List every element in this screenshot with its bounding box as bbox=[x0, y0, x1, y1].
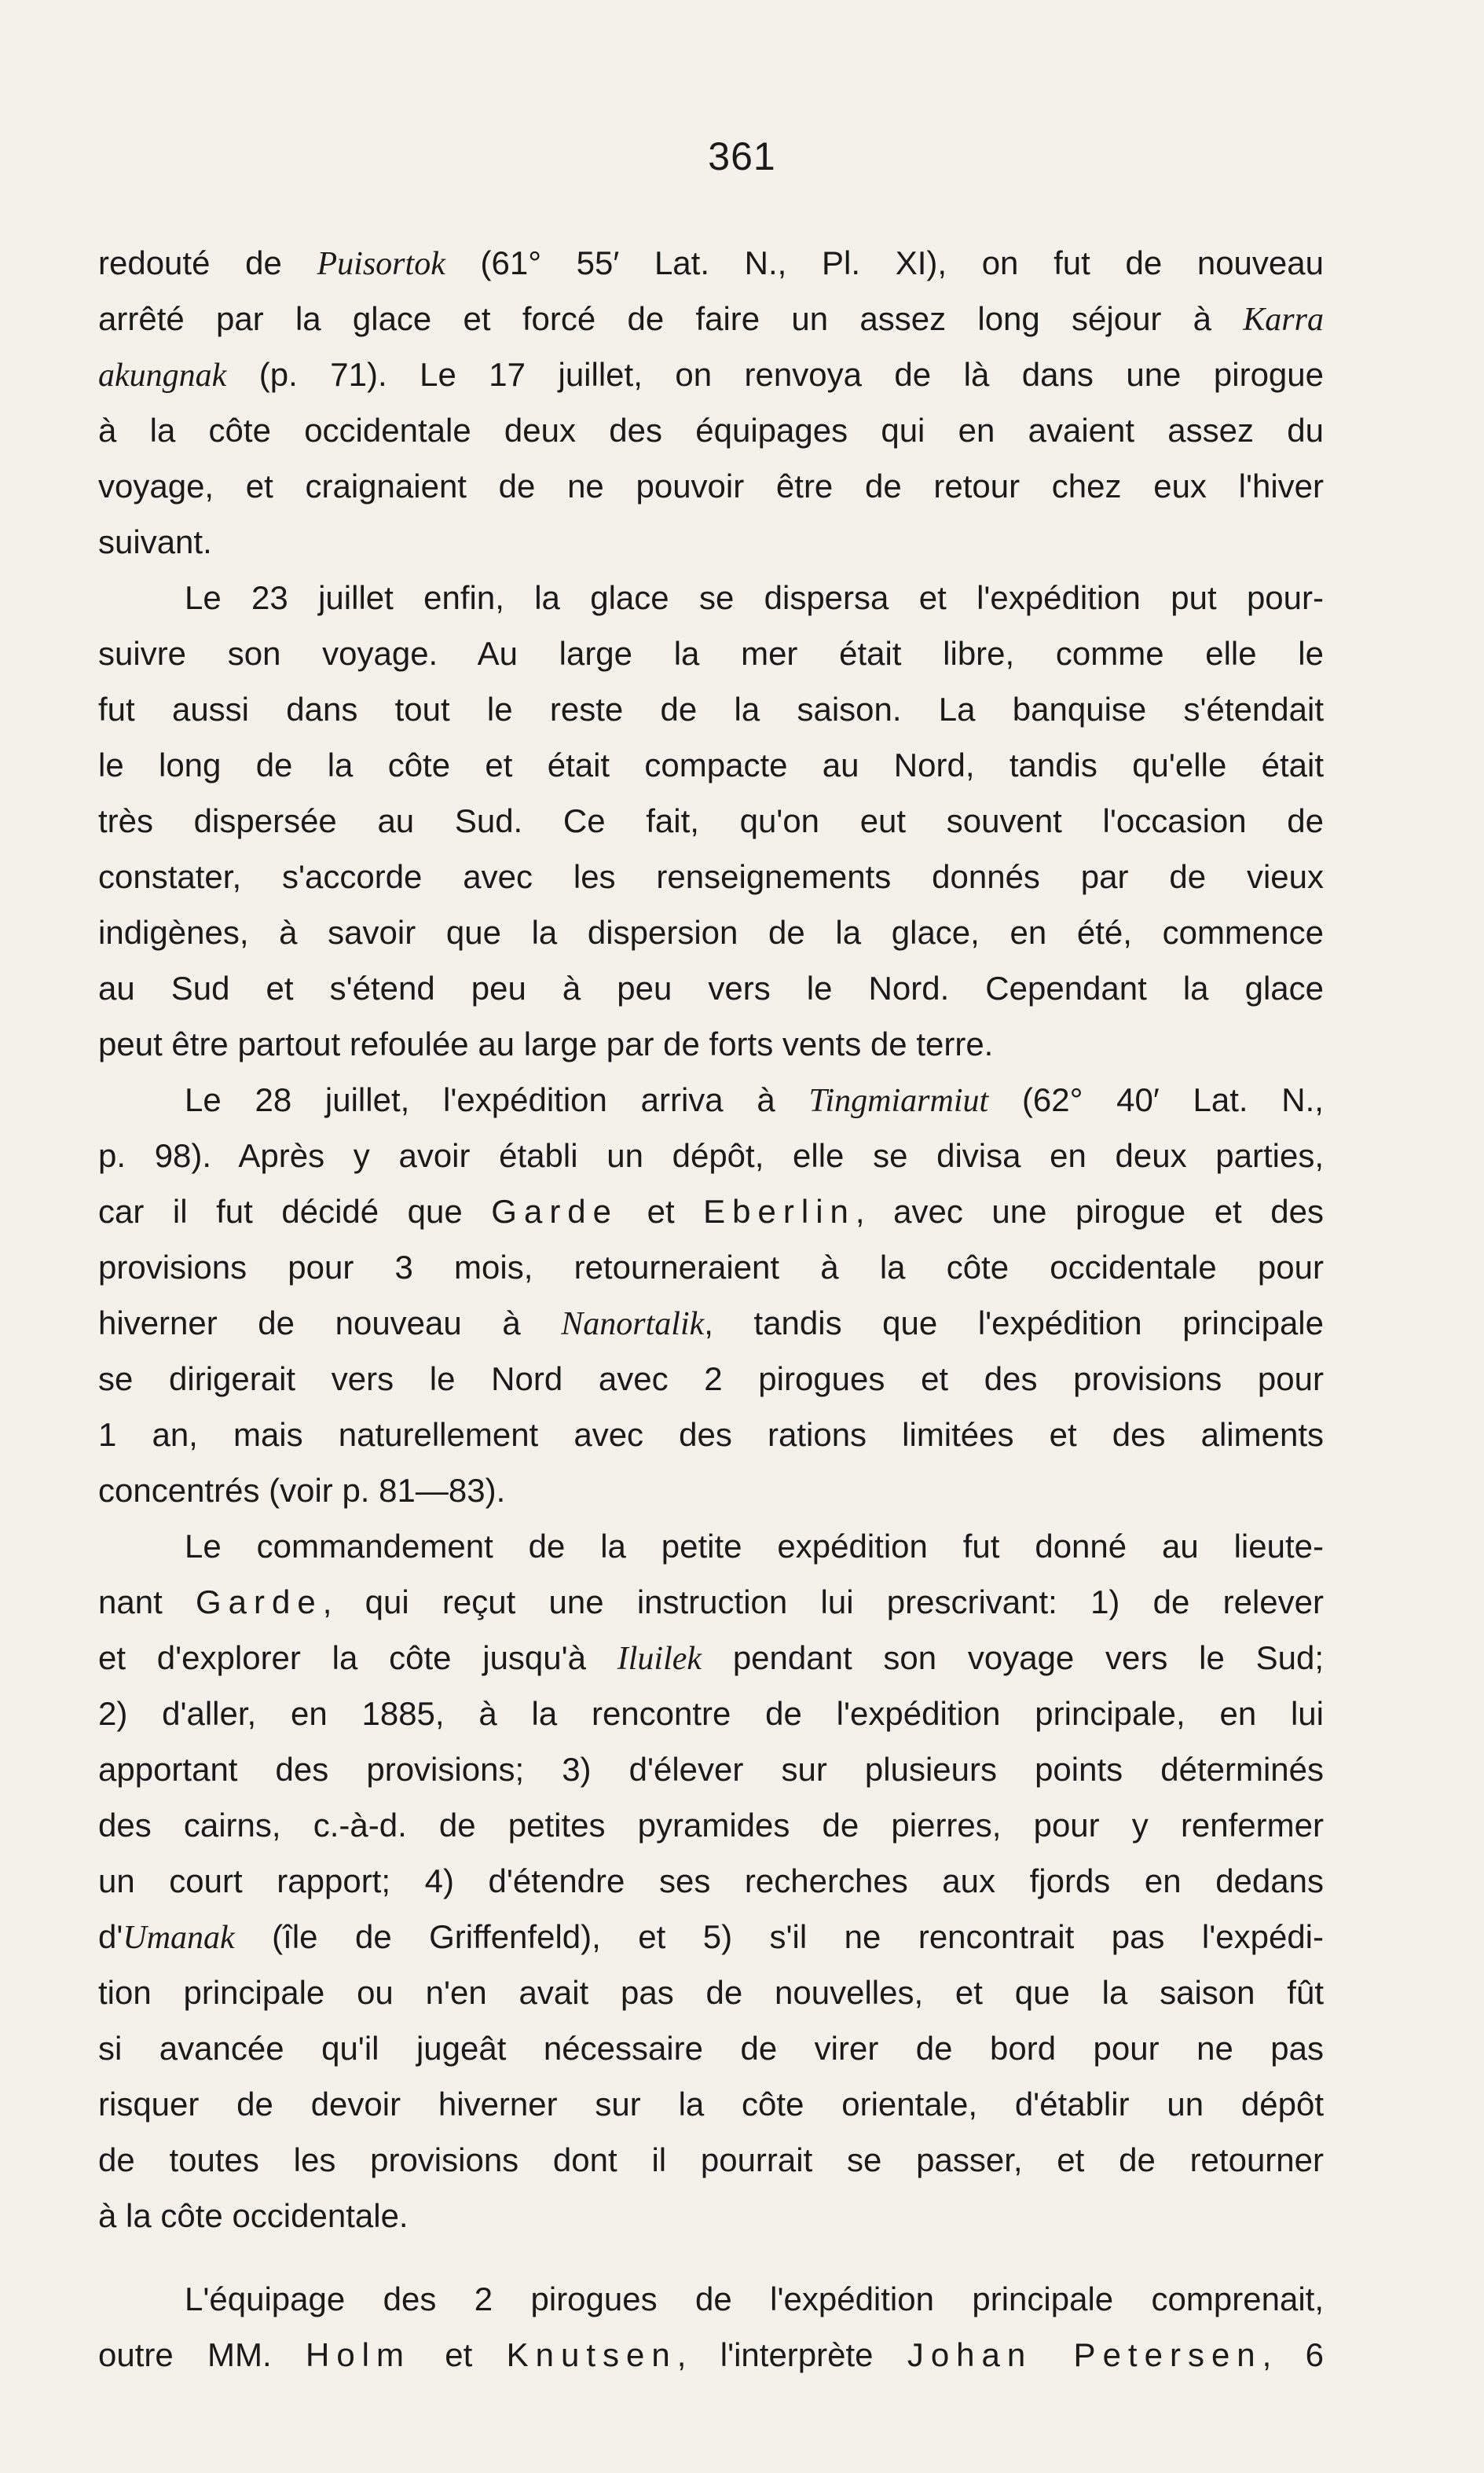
text-line bbox=[98, 2025, 1324, 2072]
text-line bbox=[98, 295, 1324, 343]
text-run: , qui reçut une instruction lui prescrivant: 1) de relever bbox=[322, 1583, 1324, 1620]
italic-place-name: Nanortalik bbox=[561, 1306, 705, 1342]
text-run: hiverner de nouveau à bbox=[98, 1304, 562, 1341]
text-run: , 6 bbox=[1262, 2336, 1324, 2373]
text-line bbox=[98, 1300, 1324, 1347]
text-run: fut aussi dans tout le reste de la saison. La banquise s'étendait bbox=[98, 691, 1324, 728]
text-line bbox=[98, 2081, 1324, 2128]
text-run: provisions pour 3 mois, retourneraient à la côte occidentale pour bbox=[98, 1249, 1324, 1286]
text-line bbox=[98, 798, 1324, 845]
text-run: nant bbox=[98, 1583, 196, 1620]
text-run: et d'explorer la côte jusqu'à bbox=[98, 1639, 617, 1676]
text-run: concentrés (voir p. 81—83). bbox=[98, 1472, 506, 1509]
text-line bbox=[98, 1746, 1324, 1793]
text-line bbox=[98, 853, 1324, 901]
text-line bbox=[185, 574, 1324, 622]
text-run: à la côte occidentale. bbox=[98, 2197, 409, 2234]
text-run: un court rapport; 4) d'étendre ses recherches aux fjords en dedans bbox=[98, 1862, 1324, 1899]
text-run: outre MM. bbox=[98, 2336, 306, 2373]
text-line bbox=[98, 1579, 1324, 1626]
text-line bbox=[98, 965, 1324, 1012]
text-run: suivant. bbox=[98, 523, 212, 560]
text-run: 2) d'aller, en 1885, à la rencontre de l'expédition principale, en lui bbox=[98, 1695, 1324, 1732]
text-run: (île de Griffenfeld), et 5) s'il ne rencontrait pas l'expédi- bbox=[234, 1918, 1324, 1955]
text-run: (p. 71). Le 17 juillet, on renvoya de là dans une pirogue bbox=[226, 356, 1324, 393]
spaced-person-name: Holm bbox=[305, 2336, 411, 2373]
text-line bbox=[98, 1021, 1324, 1068]
text-run: d' bbox=[98, 1918, 123, 1955]
text-run: redouté de bbox=[98, 244, 317, 281]
text-run: suivre son voyage. Au large la mer était libre, comme elle le bbox=[98, 635, 1324, 672]
italic-place-name: Iluilek bbox=[617, 1641, 702, 1677]
text-line bbox=[98, 1913, 1324, 1961]
text-run: se dirigerait vers le Nord avec 2 pirogues et des provisions pour bbox=[98, 1360, 1324, 1397]
text-line bbox=[98, 1244, 1324, 1291]
italic-place-name: Umanak bbox=[123, 1920, 235, 1956]
spaced-person-name: Knutsen bbox=[506, 2336, 677, 2373]
text-run: à la côte occidentale deux des équipages qui en avaient assez du bbox=[98, 412, 1324, 449]
text-run: arrêté par la glace et forcé de faire un assez long séjour à bbox=[98, 300, 1244, 337]
text-line bbox=[98, 1690, 1324, 1737]
text-run: le long de la côte et était compacte au Nord, tandis qu'elle était bbox=[98, 747, 1324, 783]
text-run: très dispersée au Sud. Ce fait, qu'on eut souvent l'occasion de bbox=[98, 802, 1324, 839]
spaced-person-name: Garde bbox=[195, 1583, 323, 1620]
text-run: L'équipage des 2 pirogues de l'expédition principale comprenait, bbox=[185, 2280, 1324, 2317]
text-line bbox=[98, 1356, 1324, 1403]
text-line bbox=[185, 1077, 1324, 1124]
spaced-person-name: Eberlin bbox=[703, 1193, 856, 1230]
text-line bbox=[98, 1411, 1324, 1458]
text-line bbox=[98, 1635, 1324, 1682]
text-line bbox=[98, 1802, 1324, 1849]
text-run: et bbox=[411, 2336, 507, 2373]
spaced-person-name: Garde bbox=[491, 1193, 619, 1230]
text-run: si avancée qu'il jugeât nécessaire de virer de bord pour ne pas bbox=[98, 2030, 1324, 2067]
text-line bbox=[98, 742, 1324, 789]
text-run: et bbox=[618, 1193, 704, 1230]
text-run: tion principale ou n'en avait pas de nouvelles, et que la saison fût bbox=[98, 1974, 1324, 2011]
text-run: indigènes, à savoir que la dispersion de la glace, en été, commence bbox=[98, 914, 1324, 951]
text-line bbox=[98, 519, 1324, 566]
text-run: risquer de devoir hiverner sur la côte orientale, d'établir un dépôt bbox=[98, 2086, 1324, 2123]
text-run: pendant son voyage vers le Sud; bbox=[702, 1639, 1324, 1676]
text-run: (61° 55′ Lat. N., Pl. XI), on fut de nouveau bbox=[445, 244, 1324, 281]
text-line bbox=[98, 2192, 1324, 2240]
text-run: 1 an, mais naturellement avec des rations limitées et des aliments bbox=[98, 1416, 1324, 1453]
text-run: , avec une pirogue et des bbox=[855, 1193, 1324, 1230]
text-run: , l'interprète bbox=[676, 2336, 907, 2373]
text-line bbox=[98, 1969, 1324, 2016]
text-line bbox=[98, 1467, 1324, 1514]
text-line bbox=[98, 463, 1324, 510]
text-run: constater, s'accorde avec les renseignements donnés par de vieux bbox=[98, 858, 1324, 895]
text-line bbox=[98, 909, 1324, 956]
text-line bbox=[98, 1132, 1324, 1180]
text-line bbox=[185, 2276, 1324, 2323]
text-run: peut être partout refoulée au large par de forts vents de terre. bbox=[98, 1026, 994, 1062]
italic-place-name: Puisortok bbox=[317, 246, 445, 282]
text-line bbox=[98, 240, 1324, 287]
text-run: p. 98). Après y avoir établi un dépôt, elle se divisa en deux parties, bbox=[98, 1137, 1324, 1174]
text-run: des cairns, c.-à-d. de petites pyramides de pierres, pour y renfermer bbox=[98, 1807, 1324, 1844]
page-number: 361 bbox=[708, 134, 776, 178]
text-run: voyage, et craignaient de ne pouvoir être de retour chez eux l'hiver bbox=[98, 468, 1324, 505]
text-run: car il fut décidé que bbox=[98, 1193, 492, 1230]
italic-place-name: akungnak bbox=[98, 358, 227, 394]
text-run: au Sud et s'étend peu à peu vers le Nord. Cependant la glace bbox=[98, 970, 1324, 1007]
text-run: Le 23 juillet enfin, la glace se dispersa et l'expédition put pour- bbox=[185, 579, 1324, 616]
text-line bbox=[98, 407, 1324, 454]
text-run: de toutes les provisions dont il pourrait se passer, et de retourner bbox=[98, 2141, 1324, 2178]
text-run: Le commandement de la petite expédition fut donné au lieute- bbox=[185, 1528, 1324, 1565]
text-line bbox=[98, 1188, 1324, 1235]
text-line bbox=[98, 686, 1324, 733]
text-run: (62° 40′ Lat. N., bbox=[988, 1081, 1324, 1118]
text-line bbox=[98, 2332, 1324, 2379]
italic-place-name: Karra bbox=[1243, 302, 1324, 338]
text-line bbox=[185, 1523, 1324, 1570]
text-line bbox=[98, 1858, 1324, 1905]
text-run: apportant des provisions; 3) d'élever sur plusieurs points déterminés bbox=[98, 1751, 1324, 1788]
text-line bbox=[98, 2137, 1324, 2184]
spaced-person-name: Johan Petersen bbox=[907, 2336, 1262, 2373]
text-line bbox=[98, 630, 1324, 677]
text-run: , tandis que l'expédition principale bbox=[704, 1304, 1324, 1341]
text-line bbox=[98, 351, 1324, 398]
text-run: Le 28 juillet, l'expédition arriva à bbox=[185, 1081, 809, 1118]
italic-place-name: Tingmiarmiut bbox=[808, 1083, 989, 1119]
